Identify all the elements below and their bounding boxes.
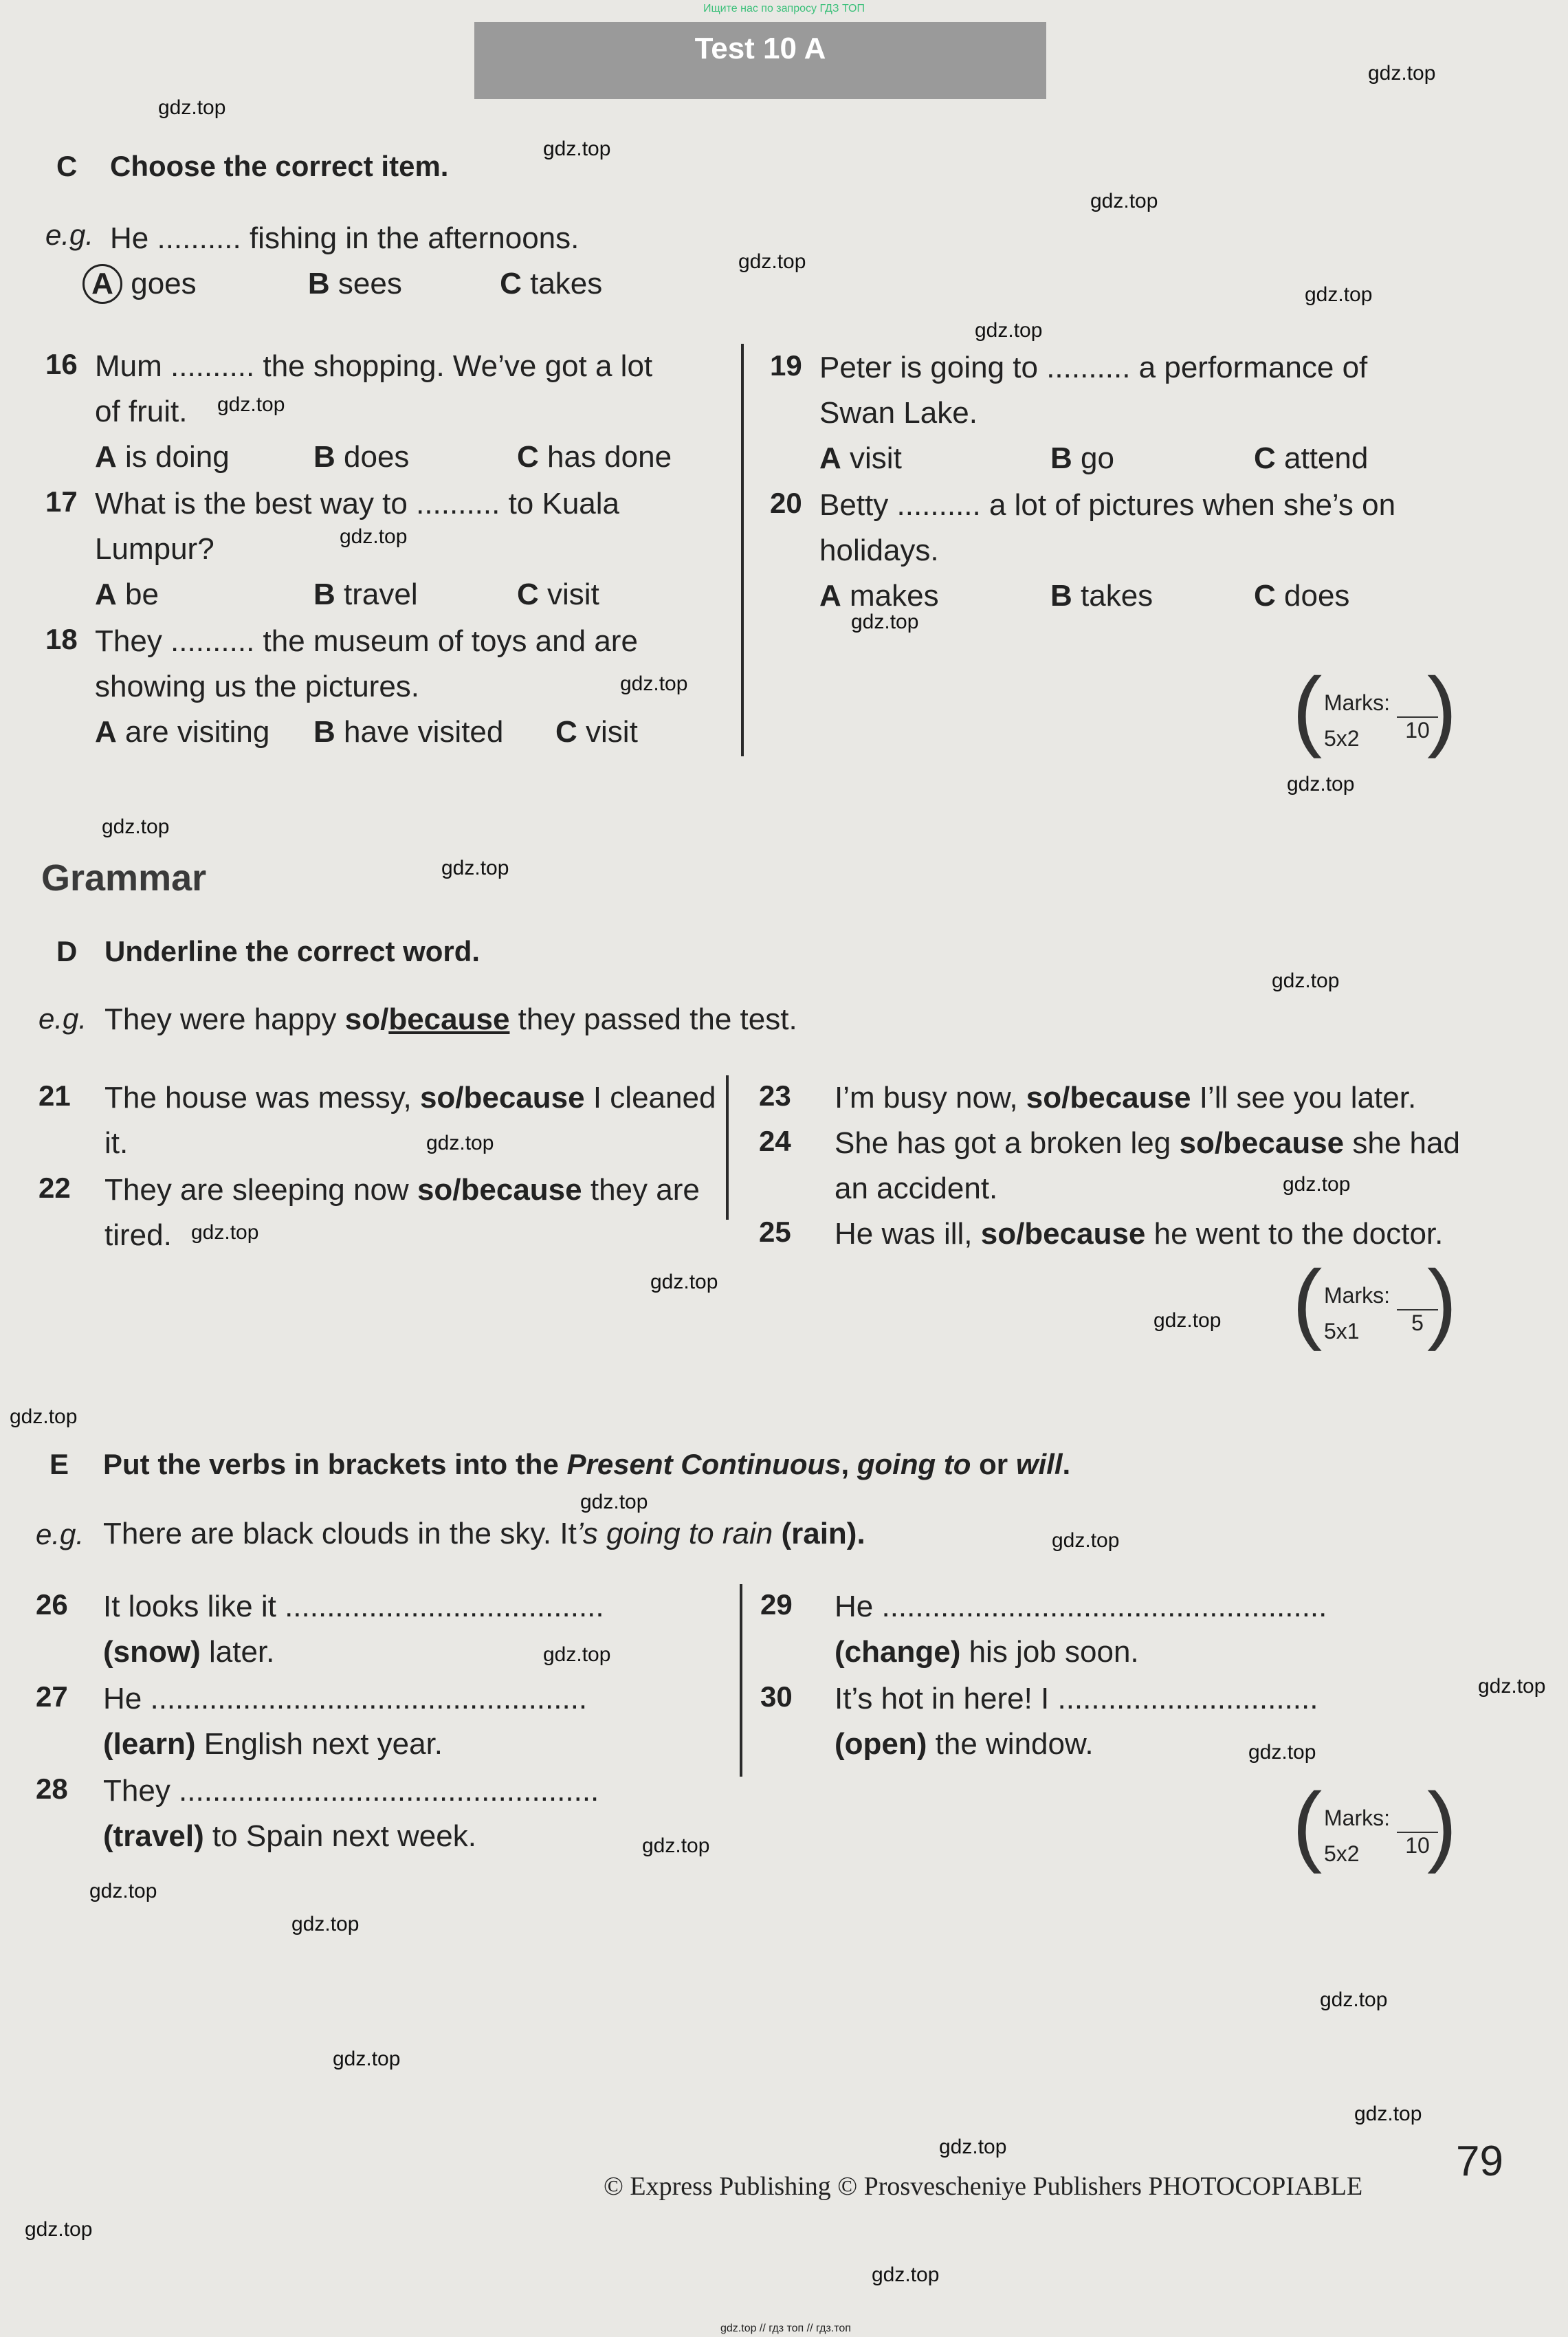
watermark: gdz.top <box>872 2263 940 2286</box>
question-19: 19 Peter is going to .......... a performance of Swan Lake. A visit B go C attend <box>770 349 1369 475</box>
watermark: gdz.top <box>1052 1529 1120 1552</box>
watermark: gdz.top <box>939 2136 1007 2158</box>
watermark: gdz.top <box>191 1221 259 1244</box>
question-21: 21 The house was messy, so/because I cleaned it. <box>38 1079 716 1160</box>
watermark: gdz.top <box>291 1913 360 1935</box>
watermark: gdz.top <box>543 138 611 160</box>
watermark: gdz.top <box>1248 1741 1316 1764</box>
question-30: 30 It’s hot in here! I ............................... (open) the window. <box>760 1680 1318 1761</box>
question-24: 24 She has got a broken leg so/because she had an accident. <box>759 1125 1460 1205</box>
watermark: gdz.top <box>620 672 688 695</box>
watermark: gdz.top <box>1287 773 1355 796</box>
test-header <box>474 22 1046 99</box>
question-16: 16 Mum .......... the shopping. We’ve got a lot of fruit. A is doing B does C has done <box>45 348 672 474</box>
watermark: gdz.top <box>1320 1988 1388 2011</box>
section-e-letter: E <box>49 1448 69 1480</box>
section-c-eg-sentence: He .......... fishing in the afternoons. <box>110 221 579 255</box>
section-c-eg-options: A goes B sees C takes <box>82 261 602 307</box>
question-29: 29 He ..................................................... (change) his job soon. <box>760 1588 1327 1669</box>
test-title: Test 10 A <box>694 32 826 65</box>
watermark: gdz.top <box>1272 969 1340 992</box>
grammar-heading: Grammar <box>41 857 207 899</box>
answer-circle: A <box>82 264 122 304</box>
question-22: 22 They are sleeping now so/because they are tired. <box>38 1172 700 1252</box>
watermark: gdz.top <box>642 1834 710 1857</box>
column-divider <box>726 1075 729 1220</box>
section-c-title: Choose the correct item. <box>110 150 449 182</box>
column-divider <box>740 1584 742 1777</box>
copyright-footer: © Express Publishing © Prosvescheniye Publishers PHOTOCOPIABLE <box>604 2172 1363 2201</box>
watermark: gdz.top <box>1368 62 1436 85</box>
watermark: gdz.top <box>851 611 919 633</box>
watermark: gdz.top <box>1354 2103 1422 2125</box>
section-d-left-column <box>38 1075 726 1260</box>
watermark: gdz.top <box>89 1880 157 1902</box>
watermark: gdz.top <box>1090 190 1158 212</box>
watermark: gdz.top <box>1283 1173 1351 1196</box>
watermark: gdz.top <box>102 815 170 838</box>
question-18: 18 They .......... the museum of toys and are showing us the pictures. A are visiting B have visited C visit <box>45 623 638 749</box>
marks-box-e: ( Marks: 5x2 10 ) <box>1292 1774 1457 1874</box>
watermark: gdz.top <box>10 1405 78 1428</box>
question-17: 17 What is the best way to .......... to Kuala Lumpur? A be B travel C visit <box>45 485 620 611</box>
section-d-letter: D <box>56 935 78 967</box>
question-28: 28 They .................................................. (travel) to Spain next week. <box>36 1773 599 1853</box>
section-d-eg-label: e.g. <box>38 1002 87 1035</box>
section-c-letter: C <box>56 150 78 182</box>
watermark: gdz.top <box>25 2218 93 2241</box>
watermark: gdz.top <box>1153 1309 1222 1332</box>
question-26: 26 It looks like it ...................................... (snow) later. <box>36 1588 604 1669</box>
watermark: gdz.top <box>158 96 226 119</box>
top-note: Ищите нас по запросу ГДЗ ТОП <box>703 3 865 14</box>
watermark: gdz.top <box>738 250 806 273</box>
column-divider <box>741 344 744 756</box>
watermark: gdz.top <box>340 525 408 548</box>
watermark: gdz.top <box>650 1271 718 1293</box>
question-23: 23 I’m busy now, so/because I’ll see you later. <box>759 1079 1417 1115</box>
bottom-note: gdz.top // гдз топ // гдз.топ <box>720 2323 851 2334</box>
section-e-eg-sentence: There are black clouds in the sky. It’s going to rain (rain). <box>103 1517 865 1550</box>
watermark: gdz.top <box>441 857 509 879</box>
question-27: 27 He .................................................... (learn) English next year. <box>36 1680 588 1761</box>
watermark: gdz.top <box>975 319 1043 342</box>
section-e-title: Put the verbs in brackets into the Present Continuous, going to or will. <box>103 1448 1071 1480</box>
watermark: gdz.top <box>543 1643 611 1666</box>
question-25: 25 He was ill, so/because he went to the doctor. <box>759 1216 1444 1251</box>
section-d-eg-sentence: They were happy so/because they passed the test. <box>104 1002 797 1036</box>
section-c-right-column <box>770 345 1499 620</box>
watermark: gdz.top <box>1478 1675 1546 1698</box>
watermark: gdz.top <box>426 1132 494 1154</box>
section-d-right-column <box>759 1075 1515 1257</box>
section-e-eg-label: e.g. <box>36 1518 85 1550</box>
watermark: gdz.top <box>217 393 285 416</box>
page-number: 79 <box>1456 2138 1503 2185</box>
question-20: 20 Betty .......... a lot of pictures when she’s on holidays. A makes B takes C does <box>770 487 1396 613</box>
section-e-left-column <box>36 1584 730 1861</box>
section-e-right-column <box>760 1584 1503 1768</box>
marks-box-d: ( Marks: 5x1 5 ) <box>1292 1251 1457 1352</box>
section-d-title: Underline the correct word. <box>104 935 481 967</box>
section-c-eg-label: e.g. <box>45 219 94 251</box>
watermark: gdz.top <box>580 1491 648 1513</box>
watermark: gdz.top <box>333 2048 401 2070</box>
watermark: gdz.top <box>1305 283 1373 306</box>
marks-box-c: ( Marks: 5x2 10 ) <box>1292 659 1457 759</box>
